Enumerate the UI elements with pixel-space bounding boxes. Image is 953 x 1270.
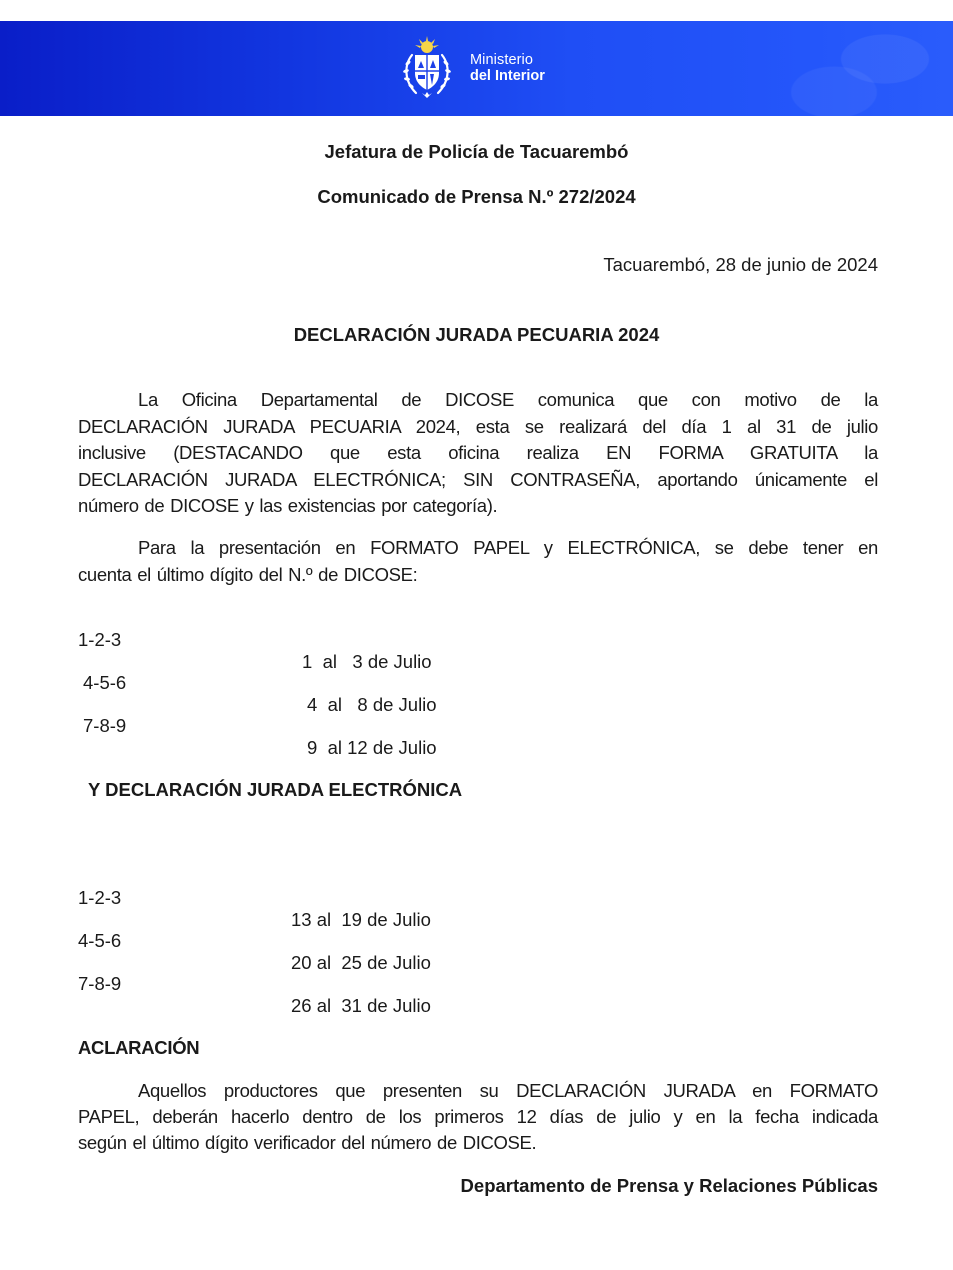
date-range: 4 al 8 de Julio (307, 694, 437, 715)
intro-line: inclusive (DESTACANDO que esta oficina realiza EN FORMA GRATUITA la (78, 442, 878, 463)
digits: 4-5-6 (83, 672, 127, 693)
ministry-logo (400, 35, 545, 101)
clarification-heading: ACLARACIÓN (78, 1037, 200, 1058)
banner-pattern (783, 21, 953, 116)
date-range: 9 al 12 de Julio (307, 737, 437, 758)
digits: 1-2-3 (78, 887, 122, 908)
clarification-line: PAPEL, deberán hacerlo dentro de los primeros 12 días de julio y en la fecha indicada (78, 1106, 878, 1127)
date-range: 13 al 19 de Julio (291, 909, 431, 930)
instructions-paragraph (78, 535, 878, 588)
intro-paragraph (78, 387, 878, 520)
intro-line: DECLARACIÓN JURADA ELECTRÓNICA; SIN CONTRASEÑA, aportando únicamente el (78, 468, 878, 490)
date-range: 1 al 3 de Julio (302, 651, 432, 672)
ministry-banner (0, 21, 953, 116)
intro-line: número de DICOSE y las existencias por categoría). (78, 495, 498, 516)
digits: 7-8-9 (78, 973, 122, 994)
issuer-heading: Jefatura de Policía de Tacuarembó (324, 141, 629, 162)
clarification-paragraph (78, 1078, 878, 1156)
document-title: DECLARACIÓN JURADA PECUARIA 2024 (293, 324, 660, 345)
instructions-line: Para la presentación en FORMATO PAPEL y ELECTRÓNICA, se debe tener en (138, 537, 878, 558)
clarification-line: según el último dígito verificador del número de DICOSE. (78, 1132, 537, 1153)
place-date: Tacuarembó, 28 de junio de 2024 (603, 254, 878, 275)
intro-line: DECLARACIÓN JURADA PECUARIA 2024, esta se realizará del día 1 al 31 de julio (78, 415, 878, 437)
electronic-heading: Y DECLARACIÓN JURADA ELECTRÓNICA (88, 779, 463, 800)
ministry-name (470, 52, 545, 84)
intro-line: La Oficina Departamental de DICOSE comunica que con motivo de la (138, 389, 878, 410)
clarification-line: Aquellos productores que presenten su DECLARACIÓN JURADA en FORMATO (138, 1080, 878, 1101)
date-range: 26 al 31 de Julio (291, 995, 431, 1016)
ministry-name-line1: Ministerio (470, 52, 534, 68)
instructions-line: cuenta el último dígito del N.º de DICOSE: (78, 563, 418, 585)
release-number: Comunicado de Prensa N.º 272/2024 (317, 186, 636, 207)
digits: 1-2-3 (78, 629, 122, 650)
signature: Departamento de Prensa y Relaciones Públicas (460, 1175, 878, 1196)
date-range: 20 al 25 de Julio (291, 952, 431, 973)
ministry-name-line2: del Interior (470, 68, 545, 84)
digits: 7-8-9 (83, 715, 127, 736)
digits: 4-5-6 (78, 930, 122, 951)
uruguay-coat-of-arms-icon (400, 35, 454, 101)
